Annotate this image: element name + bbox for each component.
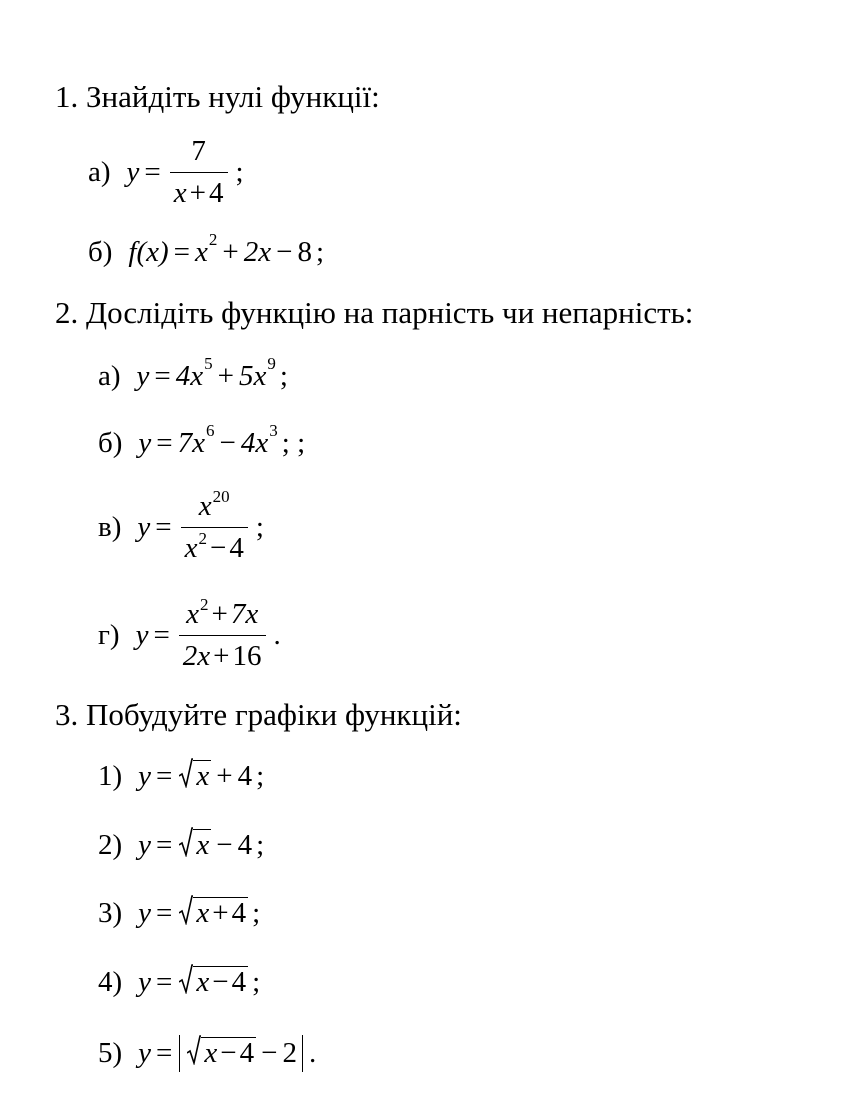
- term: 4x: [240, 427, 269, 459]
- fraction-denominator: 2x + 16: [182, 640, 262, 673]
- radical-sign-icon: [179, 895, 193, 925]
- absolute-value: [179, 1035, 303, 1072]
- end-punct: ;: [256, 760, 265, 792]
- constant: 2: [282, 1037, 297, 1069]
- var-y: y: [138, 427, 152, 459]
- var-y: y: [135, 619, 149, 652]
- task-1-item-b: [88, 229, 325, 269]
- item-label: б): [88, 236, 113, 268]
- operator: −: [261, 1037, 278, 1069]
- radical-sign-icon: [179, 964, 193, 994]
- radicand: x − 4: [201, 1037, 256, 1070]
- var-y: y: [126, 156, 140, 189]
- operator: +: [217, 360, 234, 392]
- task-3-item-4: [98, 966, 260, 999]
- end-punct: ;: [316, 236, 325, 268]
- power: 9: [267, 353, 276, 373]
- term: x: [195, 236, 208, 268]
- fraction-numerator: 7: [191, 135, 206, 167]
- item-label: 1): [98, 760, 123, 792]
- sqrt: [179, 966, 248, 999]
- end-punct: ;: [255, 511, 264, 544]
- equals-sign: =: [156, 1037, 173, 1069]
- task-1-item-a: [88, 135, 244, 211]
- sqrt: [179, 897, 248, 930]
- equals-sign: =: [156, 829, 173, 861]
- end-punct: ;: [252, 966, 261, 998]
- radicand: x − 4: [193, 966, 248, 999]
- var-y: y: [138, 966, 152, 998]
- end-punct: ;: [256, 829, 265, 861]
- radical-sign-icon: [179, 758, 193, 788]
- task-2-item-b: [98, 420, 306, 460]
- radicand: x: [193, 760, 211, 793]
- term: 4x: [175, 360, 204, 392]
- var-y: y: [138, 1037, 152, 1069]
- task-2-item-v: [98, 487, 264, 566]
- task-2-heading: 2. Дослідіть функцію на парність чи непарність:: [55, 295, 694, 330]
- var-y: y: [138, 760, 152, 792]
- task-1-heading: 1. Знайдіть нулі функції:: [55, 79, 380, 114]
- task-2-item-a: [98, 353, 288, 393]
- sqrt: [179, 760, 211, 793]
- item-label: 3): [98, 897, 123, 929]
- item-label: а): [88, 156, 111, 189]
- fraction: [179, 595, 266, 674]
- fraction-numerator: $x^2 + 7x$: [186, 595, 259, 630]
- term: 7x: [177, 427, 206, 459]
- var-y: y: [138, 897, 152, 929]
- var-y: y: [137, 511, 151, 544]
- item-label: в): [98, 511, 122, 544]
- end-punct: .: [273, 619, 281, 652]
- item-label: г): [98, 619, 120, 652]
- equals-sign: =: [156, 427, 173, 459]
- equals-sign: =: [153, 619, 170, 652]
- operator: +: [222, 236, 239, 268]
- equals-sign: =: [156, 966, 173, 998]
- item-label: 2): [98, 829, 123, 861]
- equals-sign: =: [155, 511, 172, 544]
- radicand: x: [193, 829, 211, 862]
- equals-sign: =: [154, 360, 171, 392]
- end-punct: ;: [279, 360, 288, 392]
- var-y: y: [138, 829, 152, 861]
- operator: −: [216, 829, 233, 861]
- power: 5: [204, 353, 213, 373]
- equals-sign: =: [156, 897, 173, 929]
- equals-sign: =: [156, 760, 173, 792]
- end-punct: ;: [252, 897, 261, 929]
- term: 5x: [239, 360, 267, 392]
- task-3-item-5: [98, 1035, 316, 1072]
- func-f: f: [128, 236, 137, 268]
- operator: +: [216, 760, 233, 792]
- item-label: б): [98, 427, 123, 459]
- task-3-item-1: [98, 760, 264, 793]
- sqrt: [187, 1037, 256, 1070]
- equals-sign: =: [144, 156, 161, 189]
- func-arg: (x): [136, 236, 169, 268]
- item-label: а): [98, 360, 121, 392]
- term: 2x: [243, 236, 272, 268]
- end-punct: .: [309, 1037, 317, 1069]
- var-y: y: [136, 360, 150, 392]
- constant: 8: [297, 236, 312, 268]
- fraction: [181, 487, 248, 566]
- end-punct: ;: [235, 156, 244, 189]
- radical-sign-icon: [179, 827, 193, 857]
- constant: 4: [237, 829, 253, 861]
- operator: −: [219, 427, 236, 459]
- power: 2: [208, 229, 218, 249]
- power: 3: [269, 420, 278, 440]
- task-2-item-g: [98, 595, 281, 674]
- fraction-numerator: $x^{20}$: [198, 487, 230, 522]
- task-3-heading: 3. Побудуйте графіки функцій:: [55, 697, 462, 732]
- fraction: [170, 135, 228, 211]
- power: 6: [206, 420, 215, 440]
- radicand: x + 4: [193, 897, 248, 930]
- fraction-denominator: $x^2 - 4$: [184, 529, 244, 565]
- task-3-item-3: [98, 897, 260, 930]
- radical-sign-icon: [187, 1035, 201, 1065]
- item-label: 4): [98, 966, 123, 998]
- fraction-denominator: x + 4: [173, 177, 224, 210]
- task-3-item-2: [98, 829, 264, 862]
- item-label: 5): [98, 1037, 123, 1069]
- end-punct: ; ;: [281, 427, 306, 459]
- sqrt: [179, 829, 211, 862]
- constant: 4: [237, 760, 253, 792]
- equals-sign: =: [173, 236, 191, 268]
- operator: −: [276, 236, 293, 268]
